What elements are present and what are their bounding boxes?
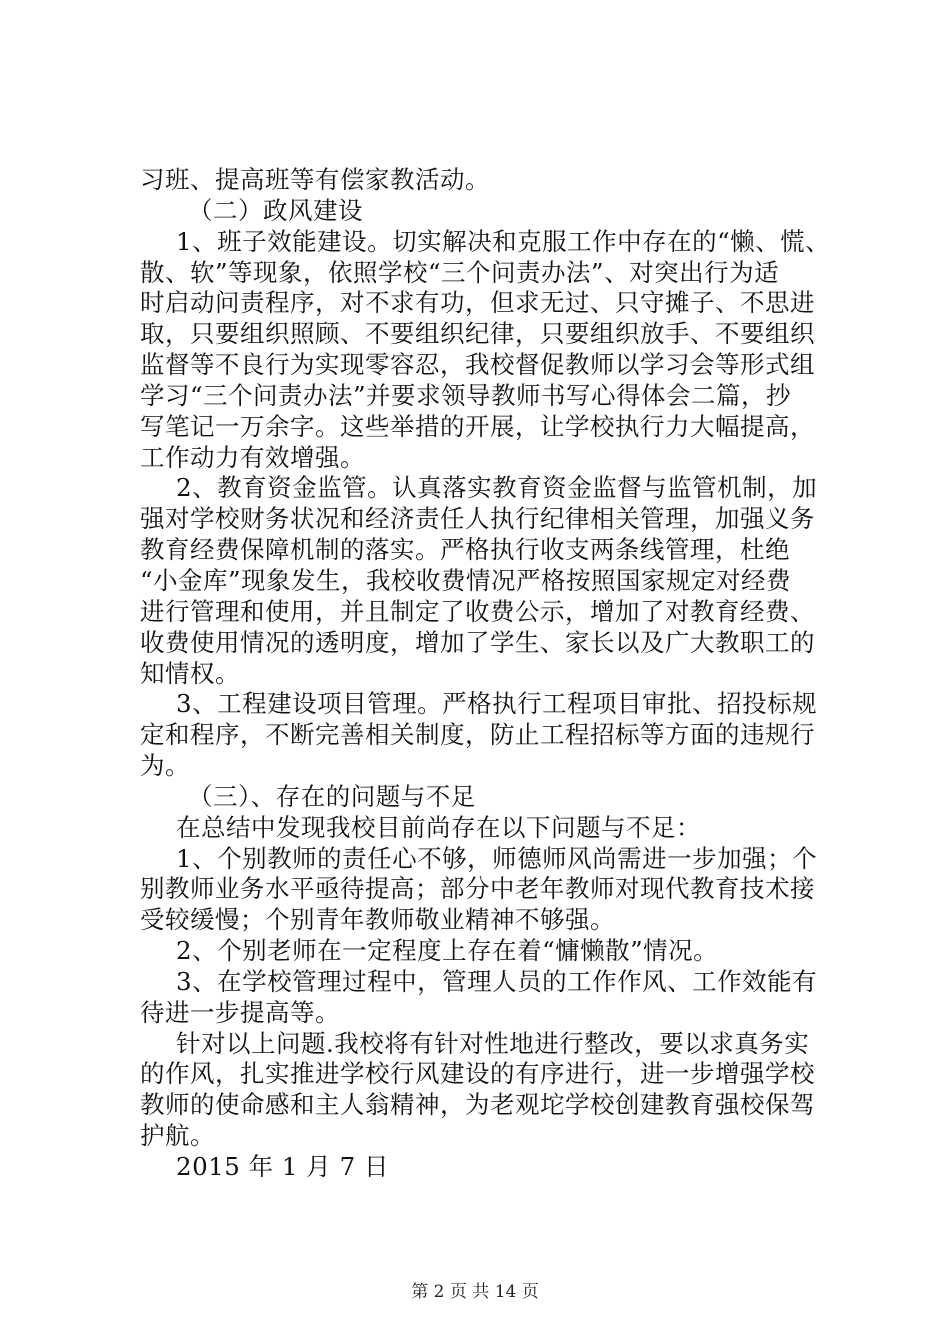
paragraph-line: 取，只要组织照顾、不要组织纪律，只要组织放手、不要组织 bbox=[140, 319, 815, 348]
paragraph-line: 受较缓慢；个别青年教师敬业精神不够强。 bbox=[140, 905, 615, 934]
paragraph-line: 定和程序，不断完善相关制度，防止工程招标等方面的违规行 bbox=[140, 720, 815, 749]
section-heading: （二）政风建设 bbox=[188, 196, 363, 225]
paragraph-line: 散、软”等现象，依照学校“三个问责办法”、对突出行为适 bbox=[140, 258, 780, 287]
paragraph-line: 监督等不良行为实现零容忍，我校督促教师以学习会等形式组 bbox=[140, 350, 815, 379]
paragraph-line: 护航。 bbox=[140, 1121, 215, 1150]
section-heading: （三）、存在的问题与不足 bbox=[188, 782, 476, 811]
paragraph-line: 教师的使命感和主人翁精神，为老观坨学校创建教育强校保驾 bbox=[140, 1090, 815, 1119]
paragraph-line: 1、个别教师的责任心不够，师德师风尚需进一步加强；个 bbox=[176, 844, 818, 873]
paragraph-line: 学习“三个问责办法”并要求领导教师书写心得体会二篇，抄 bbox=[140, 381, 792, 410]
paragraph-line: 的作风，扎实推进学校行风建设的有序进行，进一步增强学校 bbox=[140, 1059, 815, 1088]
paragraph-line: 写笔记一万余字。这些举措的开展，让学校执行力大幅提高， bbox=[140, 412, 815, 441]
paragraph-line: 待进一步提高等。 bbox=[140, 998, 340, 1027]
paragraph-line: 进行管理和使用，并且制定了收费公示，增加了对教育经费、 bbox=[140, 597, 815, 626]
paragraph-line: 知情权。 bbox=[140, 659, 240, 688]
paragraph-line: “小金库”现象发生，我校收费情况严格按照国家规定对经费 bbox=[140, 566, 792, 595]
paragraph-line: 教育经费保障机制的落实。严格执行收支两条线管理，杜绝 bbox=[140, 535, 790, 564]
page-footer: 第 2 页 共 14 页 bbox=[411, 1282, 539, 1302]
paragraph-line: 在总结中发现我校目前尚存在以下问题与不足： bbox=[176, 813, 701, 842]
paragraph-line: 强对学校财务状况和经济责任人执行纪律相关管理，加强义务 bbox=[140, 504, 815, 533]
paragraph-line: 2、教育资金监管。认真落实教育资金监督与监管机制，加 bbox=[176, 473, 818, 502]
paragraph-line: 3、工程建设项目管理。严格执行工程项目审批、招投标规 bbox=[176, 689, 818, 718]
paragraph-line: 别教师业务水平亟待提高；部分中老年教师对现代教育技术接 bbox=[140, 874, 815, 903]
paragraph-line: 工作动力有效增强。 bbox=[140, 443, 365, 472]
paragraph-line: 为。 bbox=[140, 751, 190, 780]
paragraph-line: 1、班子效能建设。切实解决和克服工作中存在的“懒、慌、 bbox=[176, 227, 831, 256]
paragraph-line: 2、个别老师在一定程度上存在着“慵懒散”情况。 bbox=[176, 936, 719, 965]
date-line: 2015 年 1 月 7 日 bbox=[176, 1152, 389, 1181]
paragraph-line: 3、在学校管理过程中，管理人员的工作作风、工作效能有 bbox=[176, 967, 818, 996]
paragraph-line: 习班、提高班等有偿家教活动。 bbox=[140, 165, 490, 194]
paragraph-line: 收费使用情况的透明度，增加了学生、家长以及广大教职工的 bbox=[140, 628, 815, 657]
paragraph-line: 针对以上问题.我校将有针对性地进行整改，要以求真务实 bbox=[176, 1029, 810, 1058]
paragraph-line: 时启动问责程序，对不求有功，但求无过、只守摊子、不思进 bbox=[140, 288, 815, 317]
